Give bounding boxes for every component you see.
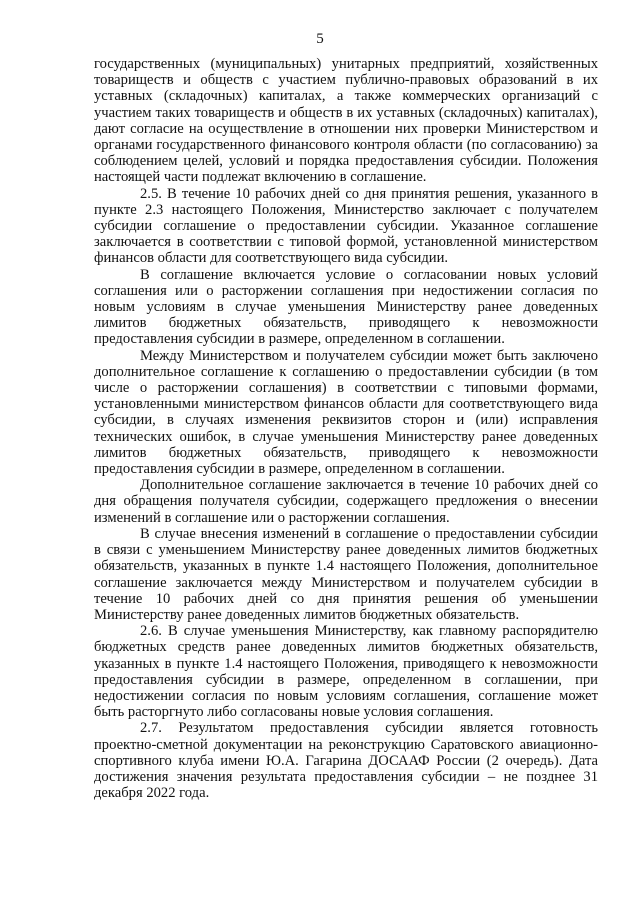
paragraph-additional-agreement-term: Дополнительное соглашение заключается в течение 10 рабочих дней со дня обращения получателя субсидии, содержащего предложения о внесении изменений в соглашение или о расторжении соглашения. [94,477,598,526]
paragraph-changes-on-limits: В случае внесения изменений в соглашение о предоставлении субсидии в связи с уменьшением Министерству ранее доведенных лимитов бюджетных обязательств, указанных в пункте 1.4 настоящего Положения, дополнительное соглашение заключается между Министерством и получателем субсидии в течение 10 рабочих дней со дня принятия решения об уменьшении Министерству ранее доведенных лимитов бюджетных обязательств. [94,525,598,623]
paragraph-2-6: 2.6. В случае уменьшения Министерству, как главному распорядителю бюджетных средств ранее доведенных лимитов бюджетных обязательств, указанных в пункте 1.4 настоящего Положения, приводящего к невозможности предоставления субсидии в размере, определенном в соглашении, при недостижении согласия по новым условиям соглашения, соглашение может быть расторгнуто либо согласованы новые условия соглашения. [94,623,598,721]
paragraph-continuation: государственных (муниципальных) унитарных предприятий, хозяйственных товариществ и обществ с участием публично-правовых образований в их уставных (складочных) капиталах, а также коммерческих организаций с участием таких товариществ и обществ в их уставных (складочных) капиталах), дают согласие на осуществление в отношении них проверки Министерством и органами государственного финансового контроля области (по согласованию) за соблюдением целей, условий и порядка предоставления субсидии. Положения настоящей части подлежат включению в соглашение. [94,56,598,186]
paragraph-agreement-conditions: В соглашение включается условие о согласовании новых условий соглашения или о расторжении соглашения при недостижении согласия по новым условиям в случае уменьшения Министерству ранее доведенных лимитов бюджетных обязательств, приводящего к невозможности предоставления субсидии в размере, определенном в соглашении. [94,266,598,348]
paragraph-2-7: 2.7. Результатом предоставления субсидии является готовность проектно-сметной документации на реконструкцию Саратовского авиационно-спортивного клуба имени Ю.А. Гагарина ДОСААФ России (2 очередь). Дата достижения значения результата предоставления субсидии – не позднее 31 декабря 2022 года. [94,720,598,802]
document-body [94,56,598,801]
paragraph-additional-agreement: Между Министерством и получателем субсидии может быть заключено дополнительное соглашение к соглашению о предоставлении субсидии (в том числе о расторжении соглашения) в соответствии с типовыми формами, установленными министерством финансов области для соответствующего вида субсидии, в случаях изменения реквизитов сторон и (или) исправления технических ошибок, в случае уменьшения Министерству ранее доведенных лимитов бюджетных обязательств, приводящего к невозможности предоставления субсидии в размере, определенном в соглашении. [94,347,598,478]
page-number: 5 [316,31,324,47]
paragraph-2-5: 2.5. В течение 10 рабочих дней со дня принятия решения, указанного в пункте 2.3 настоящего Положения, Министерство заключает с получателем субсидии соглашение о предоставлении субсидии. Указанное соглашение заключается в соответствии с типовой формой, установленной министерством финансов области для соответствующего вида субсидии. [94,185,598,267]
